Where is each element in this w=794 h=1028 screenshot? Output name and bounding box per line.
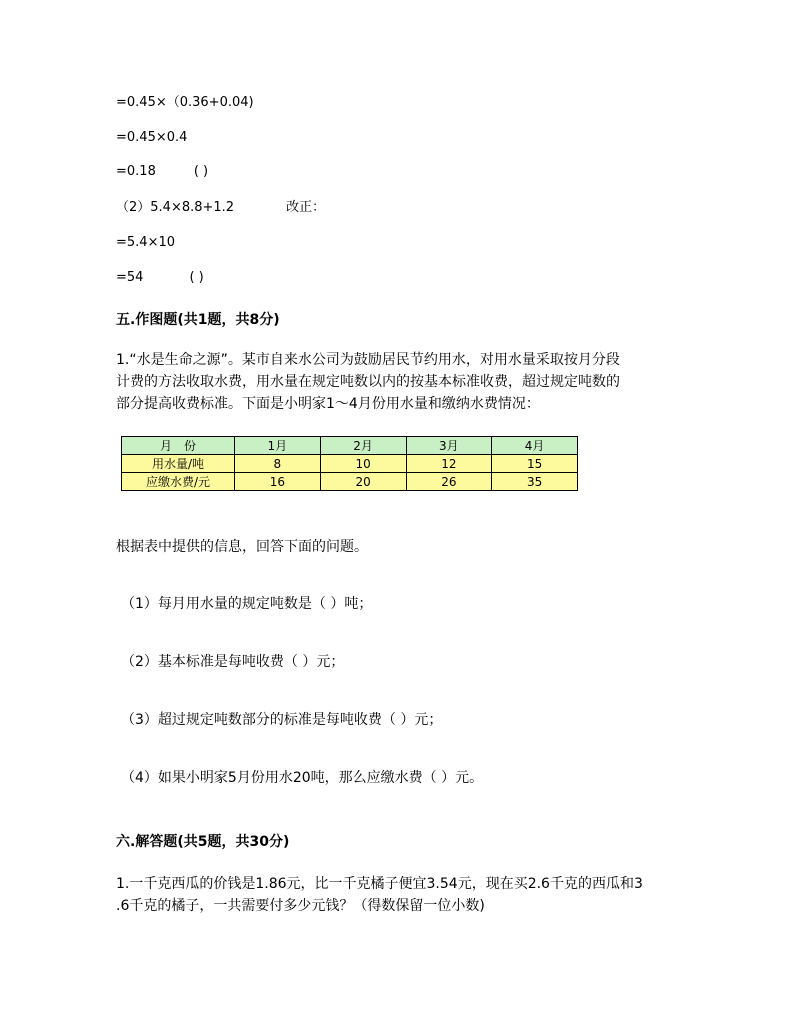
table-header-row	[122, 437, 578, 455]
sub-question-3: （3）超过规定吨数部分的标准是每吨收费（ ）元；	[121, 712, 443, 728]
table-cell: 20	[320, 473, 406, 491]
table-cell: 12	[406, 455, 492, 473]
calc-line-6-value: =54	[116, 270, 144, 285]
table-cell: 10	[320, 455, 406, 473]
section-6-title: 六.解答题(共5题，共30分)	[116, 834, 290, 850]
table-cell: 16	[235, 473, 321, 491]
calc-line-3	[116, 163, 208, 181]
calc-line-2: =0.45×0.4	[116, 130, 188, 145]
judgement-blank-2: ( )	[189, 270, 204, 285]
table-row-label: 用水量/吨	[122, 455, 235, 473]
sub-question-4: （4）如果小明家5月份用水20吨，那么应缴水费（ ）元。	[121, 770, 484, 786]
section-5-question-1	[116, 349, 682, 415]
table-cell: 8	[235, 455, 321, 473]
table-header-cell: 月 份	[122, 437, 235, 455]
sub-question-2: （2）基本标准是每吨收费（ ）元；	[121, 654, 345, 670]
section-6-question-1-line-2: .6千克的橘子，一共需要付多少元钱？（得数保留一位小数)	[116, 898, 485, 914]
table-header-cell: 2月	[320, 437, 406, 455]
judgement-blank-1: ( )	[193, 164, 209, 179]
calc-line-4	[116, 199, 325, 217]
table-cell: 35	[492, 473, 578, 491]
question-1-line-3: 部分提高收费标准。下面是小明家1～4月份用水量和缴纳水费情况：	[116, 396, 540, 412]
correction-label: 改正：	[286, 200, 326, 215]
calc-expression-2: （2）5.4×8.8+1.2	[116, 200, 235, 215]
table-cell: 15	[492, 455, 578, 473]
question-1-line-2: 计费的方法收取水费，用水量在规定吨数以内的按基本标准收费，超过规定吨数的	[116, 374, 620, 390]
table-row-label: 应缴水费/元	[122, 473, 235, 491]
calc-line-3-value: =0.18	[116, 164, 156, 179]
section-6-question-1-line-1: 1.一千克西瓜的价钱是1.86元，比一千克橘子便宜3.54元，现在买2.6千克的西瓜和3	[116, 876, 643, 892]
table-row	[122, 455, 578, 473]
table-header-cell: 4月	[492, 437, 578, 455]
table-header-cell: 1月	[235, 437, 321, 455]
water-fee-table	[121, 436, 578, 491]
table-cell: 26	[406, 473, 492, 491]
calc-line-1: =0.45×（0.36+0.04)	[116, 95, 254, 110]
table-intro-text: 根据表中提供的信息，回答下面的问题。	[116, 539, 368, 555]
sub-question-1: （1）每月用水量的规定吨数是（ ）吨；	[121, 596, 373, 612]
calc-line-5: =5.4×10	[116, 235, 176, 250]
calc-line-6	[116, 269, 204, 287]
table-header-cell: 3月	[406, 437, 492, 455]
question-1-line-1: 1.“水是生命之源”。某市自来水公司为鼓励居民节约用水，对用水量采取按月分段	[116, 352, 620, 368]
section-5-title: 五.作图题(共1题，共8分)	[116, 312, 280, 328]
section-6-question-1	[116, 873, 682, 917]
table-row	[122, 473, 578, 491]
